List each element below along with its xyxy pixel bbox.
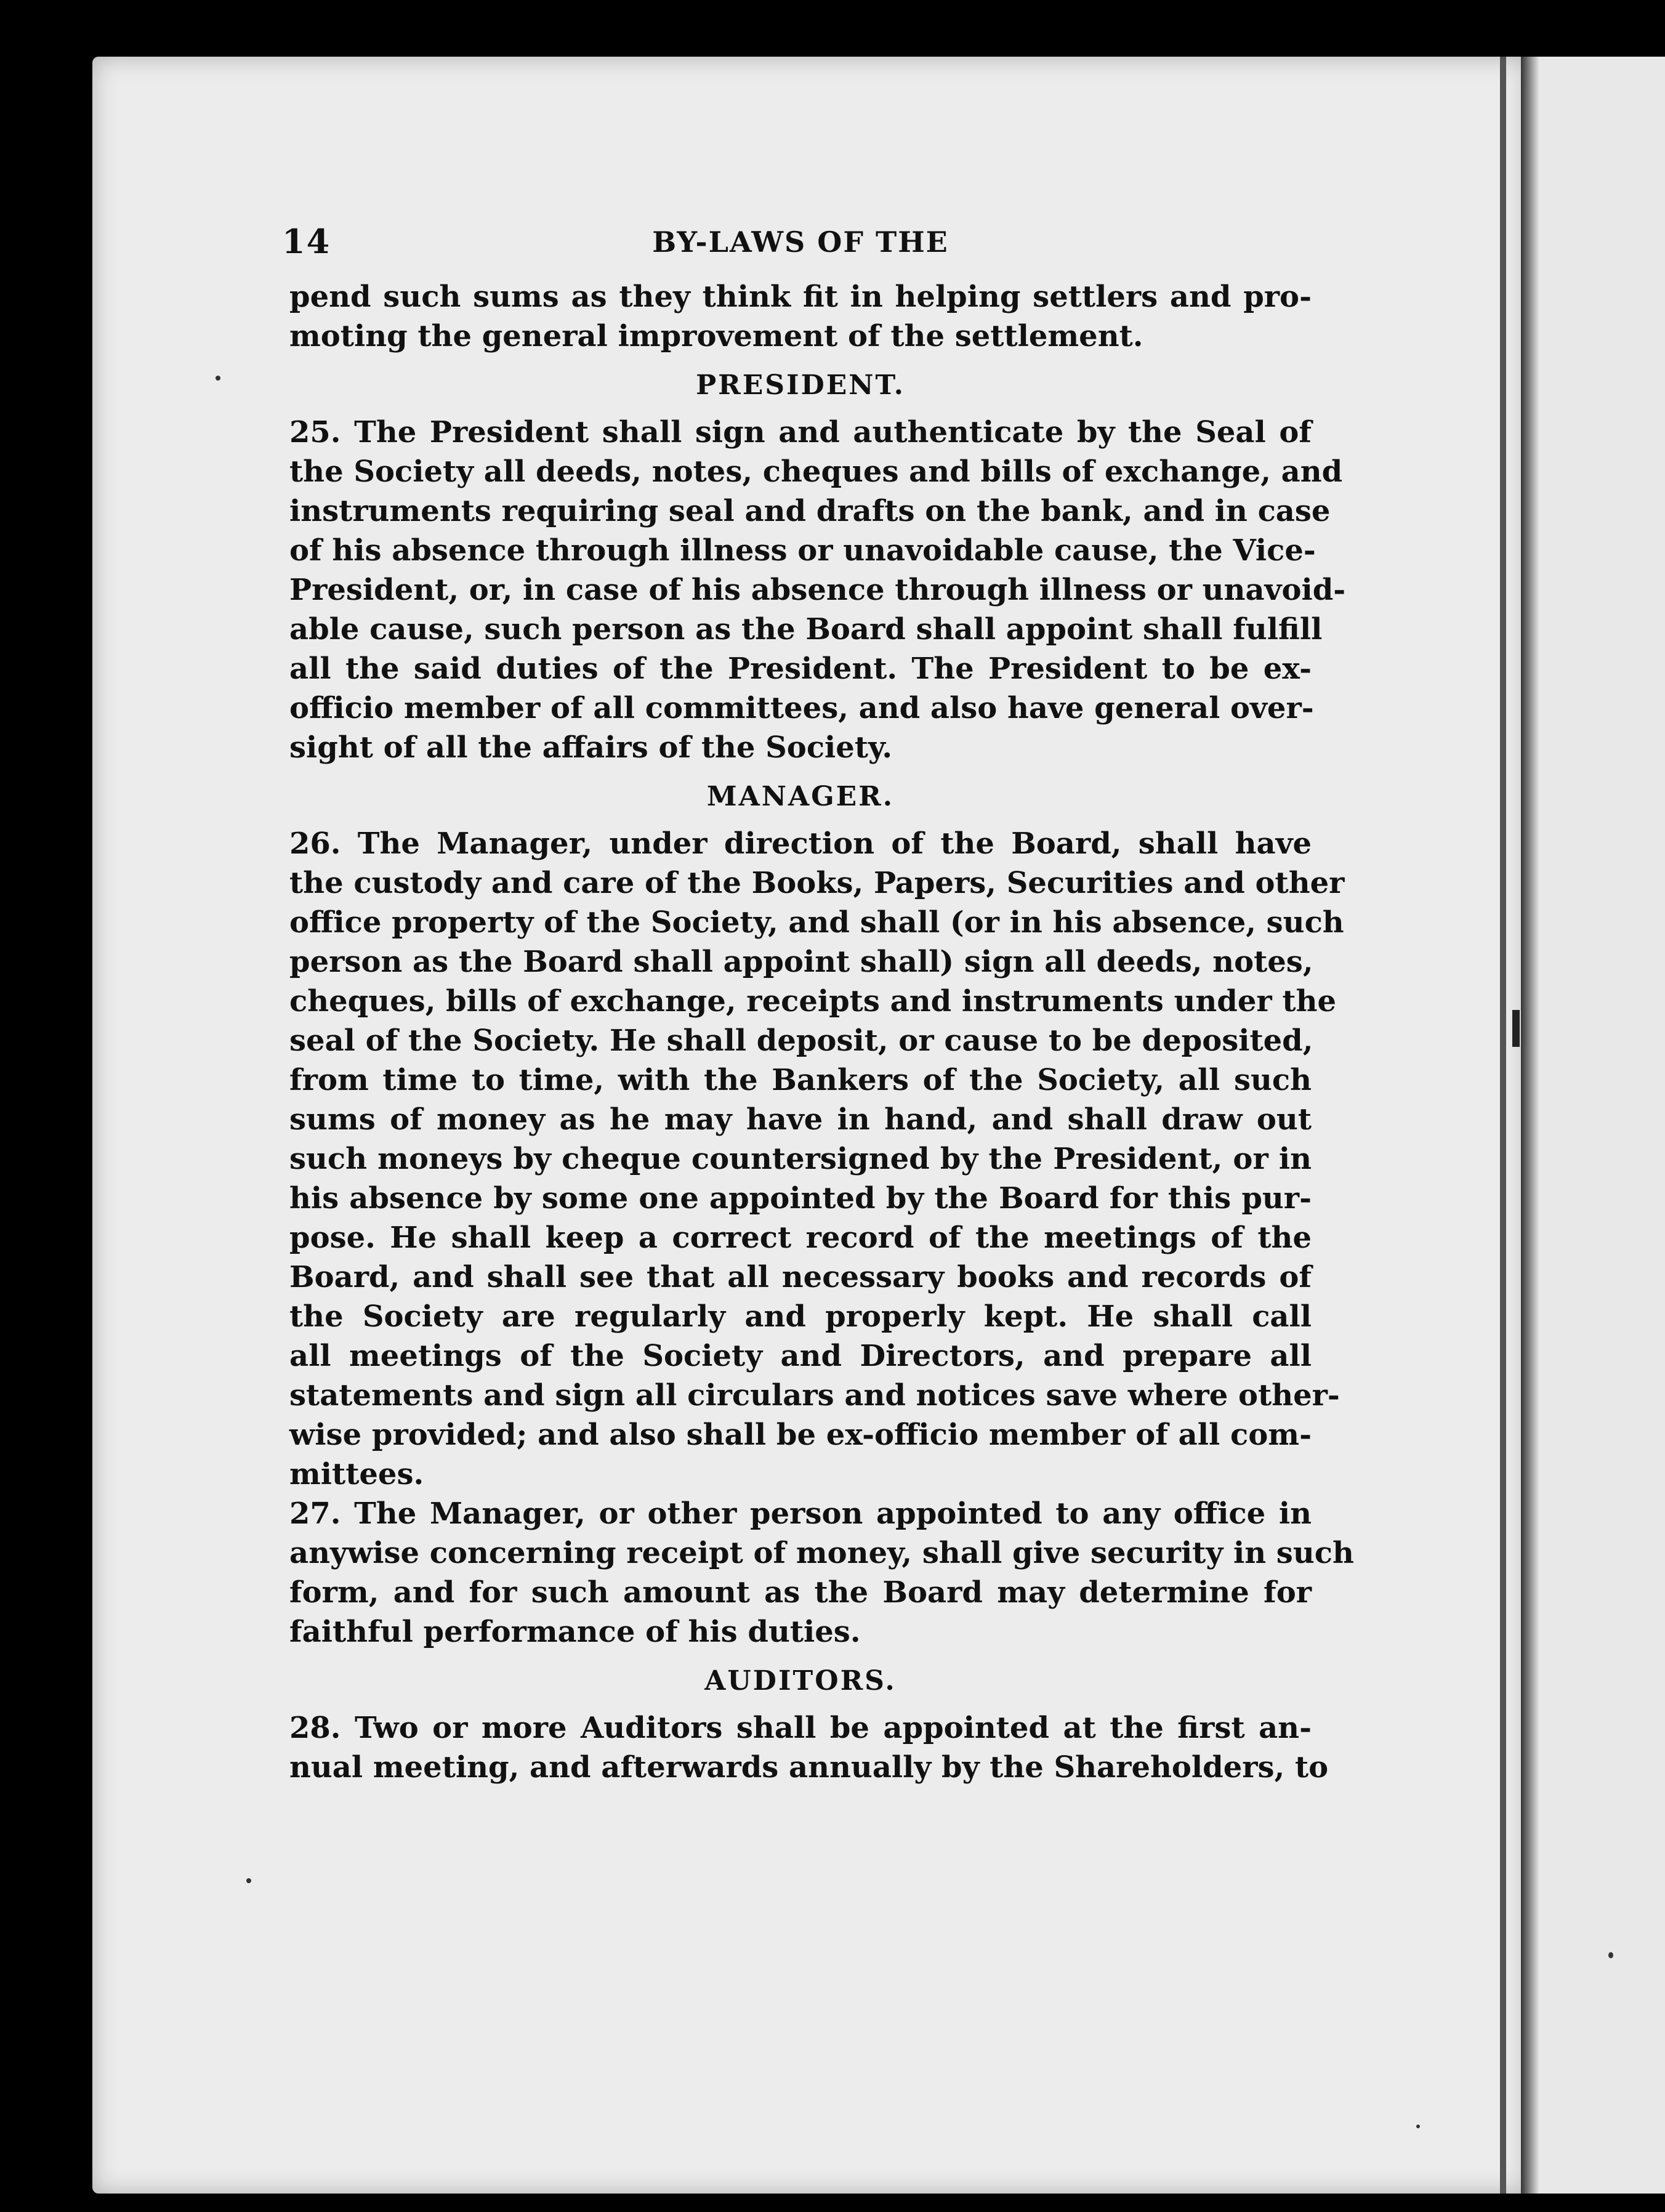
page-number: 14 — [282, 222, 331, 261]
text-line: pend such sums as they think fit in helping settlers and pro- — [289, 280, 1312, 314]
text-line: his absence by some one appointed by the Board for this pur- — [289, 1181, 1312, 1216]
text-line: sums of money as he may have in hand, and shall draw out — [289, 1102, 1312, 1137]
speck — [1416, 2125, 1420, 2128]
intro-paragraph — [289, 277, 1312, 356]
paragraph-28 — [289, 1708, 1329, 1787]
text-line: form, and for such amount as the Board may determine for — [289, 1575, 1312, 1610]
section-heading-president: PRESIDENT. — [696, 369, 905, 401]
text-line: such moneys by cheque countersigned by the President, or in — [289, 1142, 1312, 1176]
text-line: instruments requiring seal and drafts on the bank, and in case — [289, 494, 1331, 528]
text-line: 25. The President shall sign and authenticate by the Seal of — [289, 415, 1312, 450]
text-line: 26. The Manager, under direction of the Board, shall have — [289, 826, 1312, 861]
text-line: officio member of all committees, and also have general over- — [289, 691, 1314, 725]
speck — [1608, 1952, 1613, 1958]
section-heading-manager: MANAGER. — [706, 781, 895, 812]
text-line: mittees. — [289, 1457, 424, 1491]
text-line: statements and sign all circulars and notices save where other- — [289, 1378, 1340, 1413]
text-line: cheques, bills of exchange, receipts and instruments under the — [289, 984, 1337, 1019]
text-line: 27. The Manager, or other person appointed to any office in — [289, 1496, 1312, 1531]
text-line: of his absence through illness or unavoidable cause, the Vice- — [289, 533, 1316, 568]
text-line: 28. Two or more Auditors shall be appointed at the first an- — [289, 1711, 1312, 1745]
page-gutter — [1500, 57, 1506, 2194]
text-line: sight of all the affairs of the Society. — [289, 730, 893, 765]
text-line: from time to time, with the Bankers of the Society, all such — [289, 1063, 1312, 1097]
paragraph-27 — [289, 1494, 1354, 1652]
section-heading-auditors: AUDITORS. — [704, 1665, 897, 1697]
paragraph-25 — [289, 413, 1346, 767]
text-line: office property of the Society, and shall (or in his absence, such — [289, 905, 1344, 940]
text-line: Board, and shall see that all necessary books and records of — [289, 1260, 1312, 1294]
text-line: the custody and care of the Books, Papers, Securities and other — [289, 866, 1345, 900]
text-line: nual meeting, and afterwards annually by the Shareholders, to — [289, 1750, 1329, 1785]
text-line: the Society are regularly and properly kept. He shall call — [289, 1299, 1312, 1334]
text-line: wise provided; and also shall be ex-officio member of all com- — [289, 1418, 1312, 1452]
text-line: able cause, such person as the Board shall appoint shall fulfill — [289, 612, 1323, 647]
text-line: the Society all deeds, notes, cheques and bills of exchange, and — [289, 454, 1343, 489]
adjacent-page-shadow — [1521, 57, 1539, 2194]
text-line: person as the Board shall appoint shall) sign all deeds, notes, — [289, 945, 1313, 979]
text-line: anywise concerning receipt of money, shall give security in such — [289, 1536, 1354, 1570]
text-line: moting the general improvement of the settlement. — [289, 319, 1143, 353]
text-line: seal of the Society. He shall deposit, or cause to be deposited, — [289, 1023, 1313, 1058]
page-content — [282, 222, 1354, 1787]
running-head-title: BY-LAWS OF THE — [652, 225, 949, 259]
text-line: President, or, in case of his absence through illness or unavoid- — [289, 573, 1346, 607]
paragraph-26 — [289, 824, 1345, 1494]
running-head — [282, 222, 1312, 277]
adjacent-page — [1521, 57, 1665, 2194]
text-line: pose. He shall keep a correct record of the meetings of the — [289, 1221, 1312, 1255]
speck — [216, 376, 220, 381]
speck — [246, 1878, 251, 1883]
text-line: faithful performance of his duties. — [289, 1615, 861, 1649]
edge-mark — [1512, 1010, 1520, 1047]
text-line: all meetings of the Society and Directors, and prepare all — [289, 1339, 1312, 1373]
text-line: all the said duties of the President. The President to be ex- — [289, 652, 1312, 686]
